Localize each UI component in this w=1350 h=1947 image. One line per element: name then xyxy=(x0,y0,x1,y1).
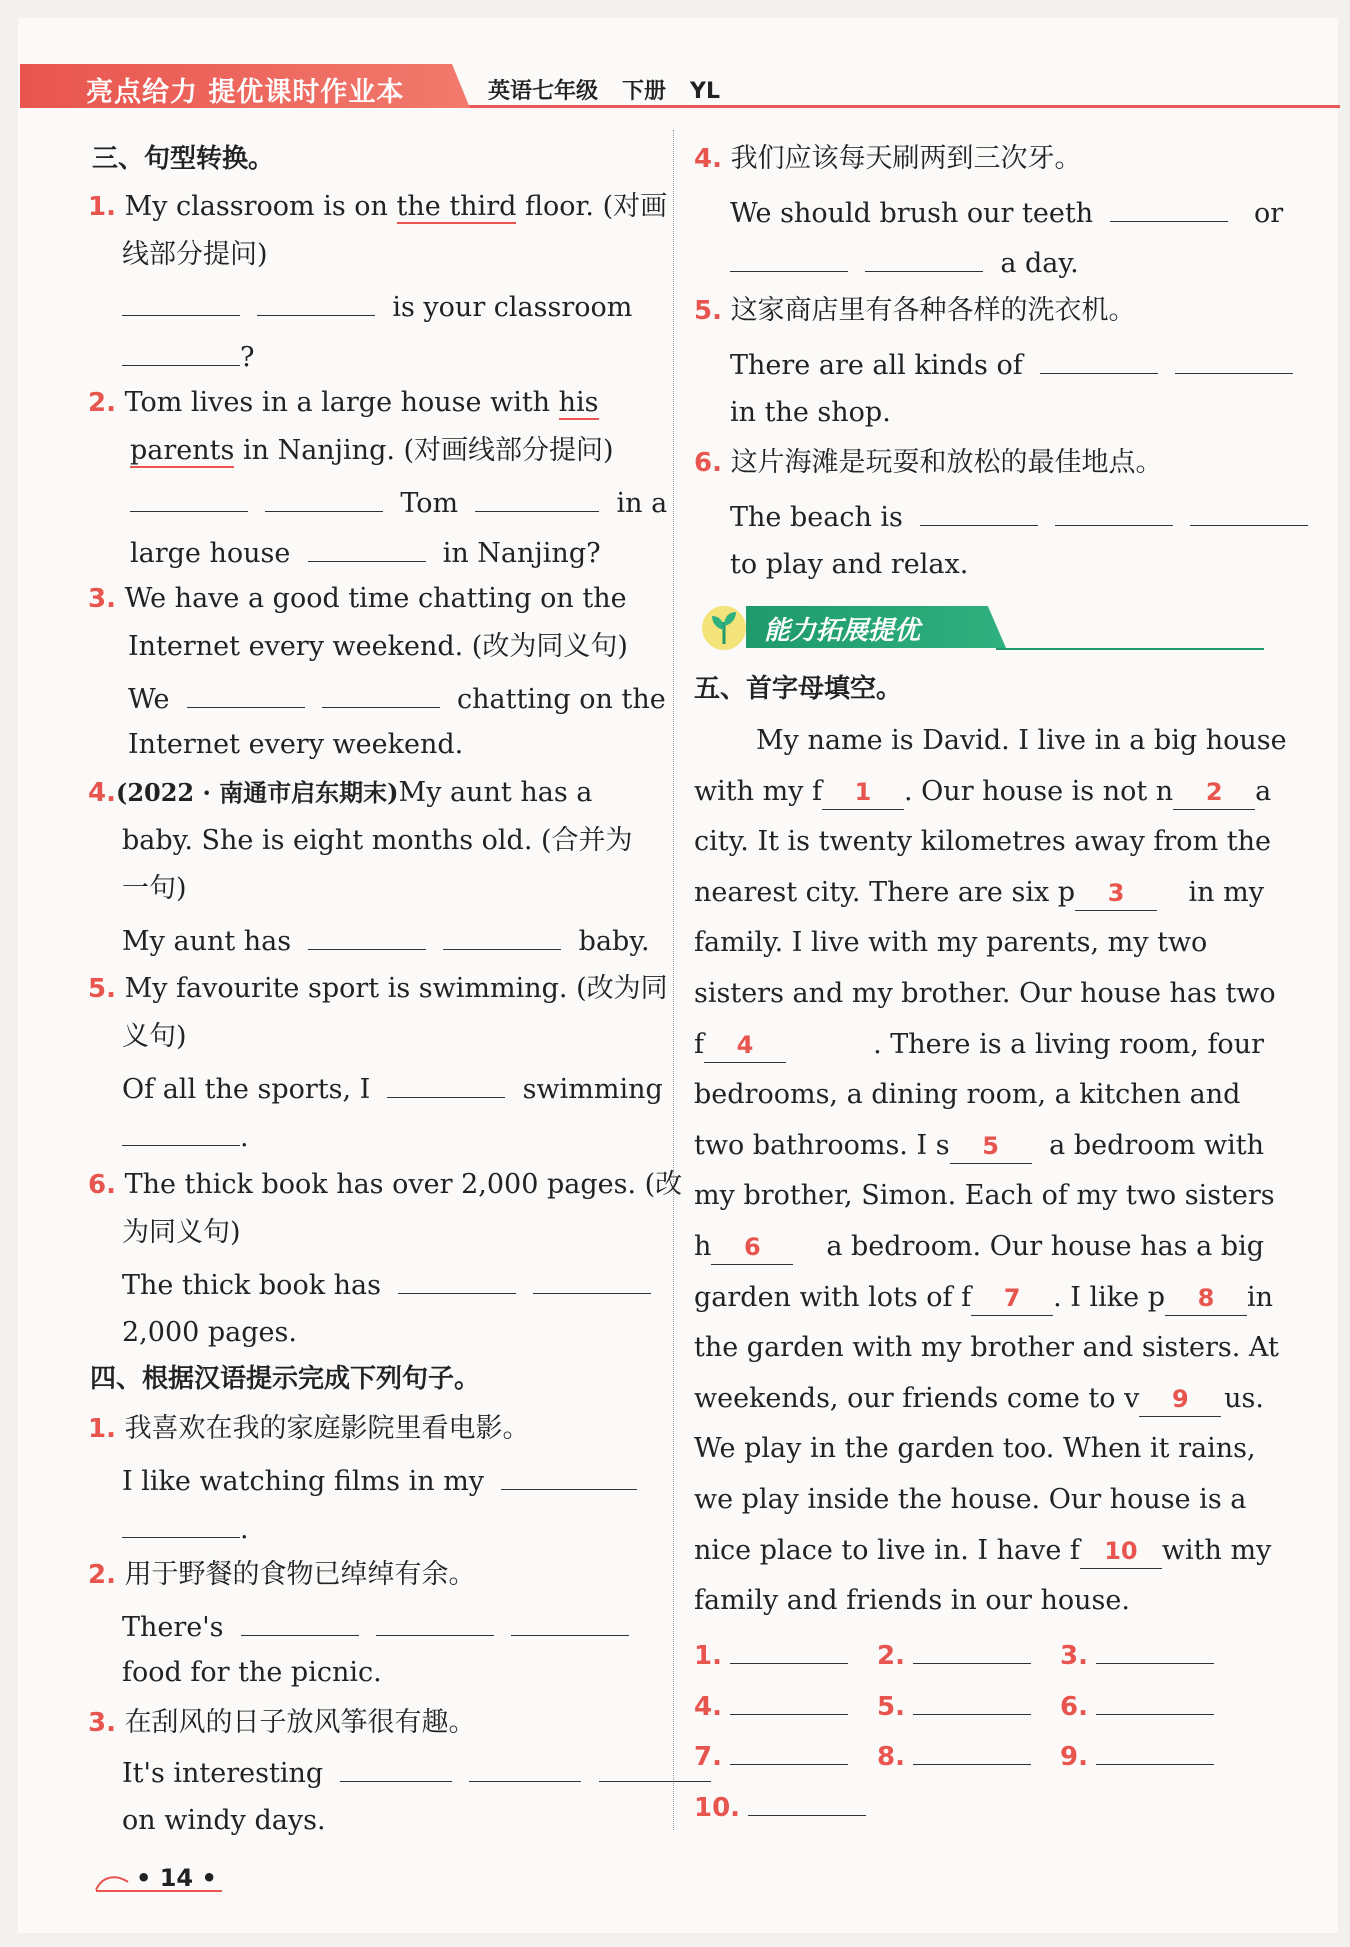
section-3-heading: 三、句型转换。 xyxy=(92,144,275,174)
blank[interactable] xyxy=(376,1608,494,1636)
blank[interactable] xyxy=(1175,346,1293,374)
cloze-blank[interactable]: 6 xyxy=(711,1230,793,1265)
blank[interactable] xyxy=(1040,346,1158,374)
cloze-blank[interactable]: 9 xyxy=(1139,1382,1221,1417)
s4-q1-line2: I like watching films in my xyxy=(122,1462,637,1499)
volume-label: 下册 xyxy=(622,79,667,104)
passage-line: two bathrooms. I s 5 a bedroom with xyxy=(694,1129,1264,1164)
cloze-blank[interactable]: 2 xyxy=(1173,775,1255,810)
s3-q5-line4: . xyxy=(122,1118,249,1155)
cloze-blank[interactable]: 10 xyxy=(1080,1534,1162,1569)
answer-blank[interactable] xyxy=(730,1636,848,1664)
blank[interactable] xyxy=(865,244,983,272)
answer-slot: 1. xyxy=(694,1636,848,1673)
blank[interactable] xyxy=(122,288,240,316)
blank[interactable] xyxy=(308,922,426,950)
passage-line: bedrooms, a dining room, a kitchen and xyxy=(694,1079,1241,1111)
section-4-heading: 四、根据汉语提示完成下列句子。 xyxy=(90,1364,481,1394)
blank[interactable] xyxy=(398,1266,516,1294)
s4-q5-line3: in the shop. xyxy=(730,397,891,428)
cloze-blank[interactable]: 8 xyxy=(1165,1281,1247,1316)
s3-q5-line3: Of all the sports, I swimming xyxy=(122,1070,663,1107)
s3-q1-line4: ? xyxy=(122,338,254,375)
s4-q5-line1: 5. 这家商店里有各种各样的洗衣机。 xyxy=(694,295,1136,326)
passage-line: we play inside the house. Our house is a xyxy=(694,1484,1247,1515)
blank[interactable] xyxy=(1055,498,1173,526)
answer-slot: 10. xyxy=(694,1788,866,1825)
banner-rule xyxy=(996,648,1264,650)
passage-line: nice place to live in. I have f 10 with my xyxy=(694,1534,1264,1569)
s4-q1-line1: 1. 我喜欢在我的家庭影院里看电影。 xyxy=(88,1413,530,1444)
passage-line: h 6 a bedroom. Our house has a big xyxy=(694,1230,1264,1265)
s4-q1-line3: . xyxy=(122,1510,249,1547)
passage-line: My name is David. I live in a big house xyxy=(756,725,1287,756)
s3-q6-line4: 2,000 pages. xyxy=(122,1317,297,1348)
page-number: • 14 • xyxy=(136,1864,217,1892)
cloze-blank[interactable]: 1 xyxy=(822,775,904,810)
s3-q3-line3: We chatting on the xyxy=(128,680,666,717)
blank[interactable] xyxy=(469,1754,581,1782)
blank[interactable] xyxy=(1110,194,1228,222)
passage-line: sisters and my brother. Our house has two xyxy=(694,978,1276,1009)
s3-q2-line1: 2. Tom lives in a large house with his xyxy=(88,387,599,418)
s3-q4-line4: My aunt has baby. xyxy=(122,922,650,959)
s3-q1-line1: 1. My classroom is on the third floor. (对画 xyxy=(88,191,668,222)
s3-q4-line3: 一句) xyxy=(122,873,187,904)
s3-q3-line4: Internet every weekend. xyxy=(128,729,464,760)
s4-q2-line1: 2. 用于野餐的食物已绰绰有余。 xyxy=(88,1559,476,1590)
s3-q3-line1: 3. We have a good time chatting on the xyxy=(88,583,627,614)
blank[interactable] xyxy=(387,1070,505,1098)
s4-q6-line3: to play and relax. xyxy=(730,549,969,580)
answer-blank[interactable] xyxy=(1096,1737,1214,1765)
answer-slot: 7. xyxy=(694,1737,848,1774)
s4-q4-line2: We should brush our teeth or xyxy=(730,194,1283,231)
s4-q2-line2: There's xyxy=(122,1608,629,1645)
s3-q3-line2: Internet every weekend. (改为同义句) xyxy=(128,631,628,662)
blank[interactable] xyxy=(187,680,305,708)
answer-blank[interactable] xyxy=(730,1687,848,1715)
blank[interactable] xyxy=(241,1608,359,1636)
s4-q6-line2: The beach is xyxy=(730,498,1308,535)
ability-banner xyxy=(696,600,1264,652)
answer-slot: 8. xyxy=(877,1737,1031,1774)
answer-blank[interactable] xyxy=(1096,1687,1214,1715)
cloze-blank[interactable]: 7 xyxy=(971,1281,1053,1316)
s3-q6-line3: The thick book has xyxy=(122,1266,651,1303)
blank[interactable] xyxy=(122,1510,240,1538)
edition-label: YL xyxy=(690,79,720,104)
cloze-blank[interactable]: 3 xyxy=(1075,876,1157,911)
blank[interactable] xyxy=(257,288,375,316)
s4-q5-line2: There are all kinds of xyxy=(730,346,1293,383)
answer-blank[interactable] xyxy=(748,1788,866,1816)
column-divider xyxy=(673,130,674,1830)
cloze-blank[interactable]: 4 xyxy=(704,1028,786,1063)
blank[interactable] xyxy=(265,484,383,512)
s4-q3-line3: on windy days. xyxy=(122,1805,326,1836)
s4-q2-line3: food for the picnic. xyxy=(122,1657,382,1688)
subject-label: 英语七年级 xyxy=(488,79,599,104)
blank[interactable] xyxy=(501,1462,637,1490)
answer-slot: 5. xyxy=(877,1687,1031,1724)
s3-q5-line1: 5. My favourite sport is swimming. (改为同 xyxy=(88,973,668,1004)
section-5-heading: 五、首字母填空。 xyxy=(694,674,903,704)
book-title: 亮点给力 提优课时作业本 xyxy=(86,77,405,108)
s3-q6-line2: 为同义句) xyxy=(122,1217,241,1248)
blank[interactable] xyxy=(443,922,561,950)
s3-q6-line1: 6. The thick book has over 2,000 pages. (改 xyxy=(88,1169,683,1200)
blank[interactable] xyxy=(475,484,599,512)
passage-line: garden with lots of f 7 . I like p 8 in xyxy=(694,1281,1264,1316)
answer-blank[interactable] xyxy=(913,1737,1031,1765)
passage-line: city. It is twenty kilometres away from the xyxy=(694,826,1271,858)
answer-blank[interactable] xyxy=(913,1636,1031,1664)
blank[interactable] xyxy=(308,534,426,562)
blank[interactable] xyxy=(533,1266,651,1294)
s3-q2-line2: parents in Nanjing. (对画线部分提问) xyxy=(130,435,614,466)
passage-line: nearest city. There are six p 3 in my xyxy=(694,876,1264,911)
blank[interactable] xyxy=(122,338,240,366)
passage-line: We play in the garden too. When it rains, xyxy=(694,1433,1256,1465)
blank[interactable] xyxy=(340,1754,452,1782)
s4-q4-line3: a day. xyxy=(730,244,1079,281)
blank[interactable] xyxy=(322,680,440,708)
s4-q4-line1: 4. 我们应该每天刷两到三次牙。 xyxy=(694,143,1082,174)
cloze-blank[interactable]: 5 xyxy=(950,1129,1032,1164)
s4-q3-line2: It's interesting xyxy=(122,1754,711,1791)
s3-q5-line2: 义句) xyxy=(122,1021,187,1052)
answer-slot: 6. xyxy=(1060,1687,1214,1724)
answer-blank[interactable] xyxy=(913,1687,1031,1715)
passage-line: family. I live with my parents, my two xyxy=(694,927,1208,959)
passage-line: the garden with my brother and sisters. At xyxy=(694,1332,1279,1364)
blank[interactable] xyxy=(730,244,848,272)
passage-line: with my f 1 . Our house is not n 2 a xyxy=(694,775,1264,810)
answer-slot: 2. xyxy=(877,1636,1031,1673)
sprout-icon xyxy=(696,600,752,656)
s4-q3-line1: 3. 在刮风的日子放风筝很有趣。 xyxy=(88,1707,476,1738)
blank[interactable] xyxy=(920,498,1038,526)
answer-slot: 4. xyxy=(694,1687,848,1724)
s3-q4-line1: 4.(2022 · 南通市启东期末)My aunt has a xyxy=(88,777,593,808)
s3-q1-line2: 线部分提问) xyxy=(122,239,268,270)
passage-line: f 4 . There is a living room, four xyxy=(694,1028,1264,1063)
passage-line: family and friends in our house. xyxy=(694,1585,1130,1617)
answer-slot: 3. xyxy=(1060,1636,1214,1673)
blank[interactable] xyxy=(1190,498,1308,526)
s3-q2-line3: Tom in a xyxy=(130,484,667,521)
answer-blank[interactable] xyxy=(730,1737,848,1765)
s3-q2-line4: large house in Nanjing? xyxy=(130,534,601,571)
book-info xyxy=(488,74,744,105)
blank[interactable] xyxy=(130,484,248,512)
answer-blank[interactable] xyxy=(1096,1636,1214,1664)
s4-q6-line1: 6. 这片海滩是玩耍和放松的最佳地点。 xyxy=(694,447,1163,478)
blank[interactable] xyxy=(511,1608,629,1636)
answer-slot: 9. xyxy=(1060,1737,1214,1774)
s3-q1-line3: is your classroom xyxy=(122,288,632,325)
s3-q4-line2: baby. She is eight months old. (合并为 xyxy=(122,825,633,856)
blank[interactable] xyxy=(122,1118,240,1146)
banner-label: 能力拓展提优 xyxy=(764,616,921,646)
passage-line: my brother, Simon. Each of my two sisters xyxy=(694,1180,1275,1212)
passage-line: weekends, our friends come to v 9 us. xyxy=(694,1382,1264,1417)
